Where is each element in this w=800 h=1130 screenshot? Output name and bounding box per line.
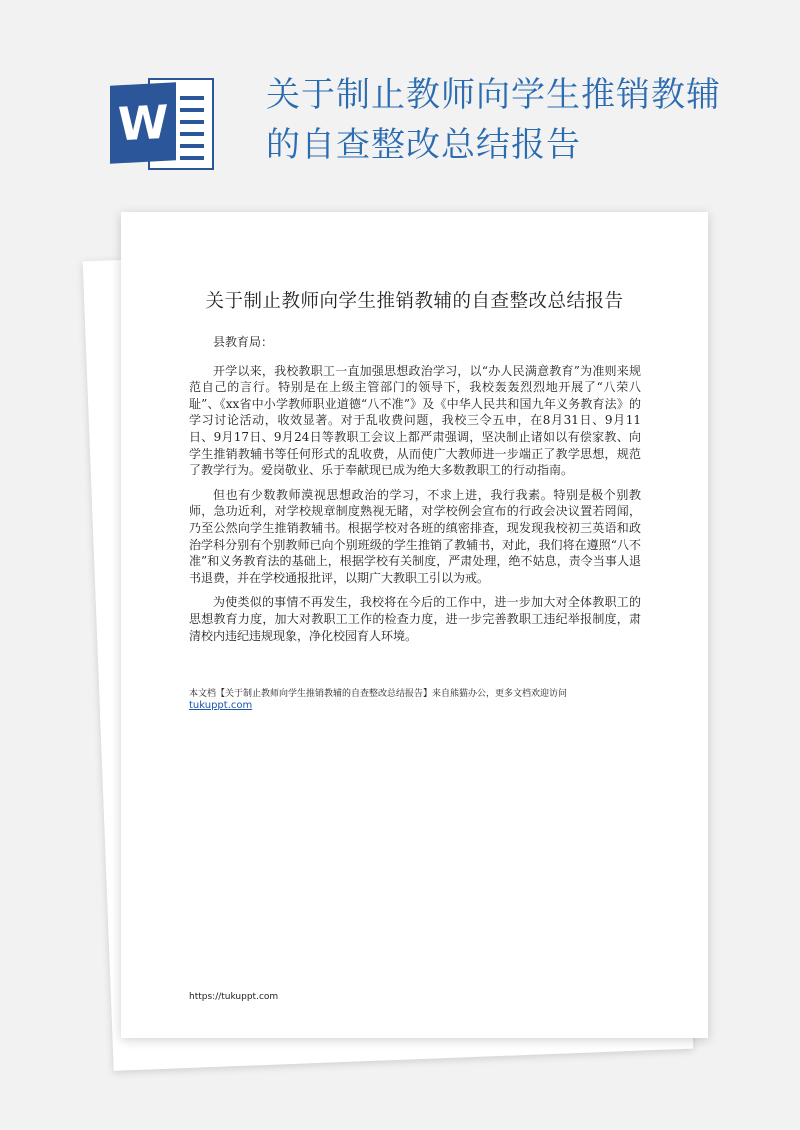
header-title-line1: 关于制止教师向学生推销教辅 [266, 75, 721, 115]
document-body [189, 334, 641, 652]
paragraph-1: 开学以来，我校教职工一直加强思想政治学习，以“办人民满意教育”为准则来规范自己的言行。特别是在上级主管部门的领导下，我校轰轰烈烈地开展了“八荣八耻”、《xx省中小学教师职业道德“八不准”》及《中华人民共和国九年义务教育法》的学习讨论活动，收效显著。对于乱收费问题，我校三令五申，在8月31日、9月11日、9月17日、9月24日等教职工会议上都严肃强调，坚决制止诸如以有偿家教、向学生推销教辅书等任何形式的乱收费，从而使广大教师进一步端正了教学思想，规范了教学行为。爱岗敬业、乐于奉献现已成为绝大多数教职工的行动指南。 [189, 363, 641, 478]
word-logo-badge: W [110, 82, 176, 163]
salutation: 县教育局： [213, 335, 274, 349]
document-title: 关于制止教师向学生推销教辅的自查整改总结报告 [205, 291, 624, 312]
document-page [121, 212, 708, 1038]
source-note-text: 本文档【关于制止教师向学生推销教辅的自查整改总结报告】来自熊猫办公，更多文档欢迎访问 [189, 689, 568, 699]
page-footer-url: https://tukuppt.com [189, 992, 279, 1002]
paragraph-3: 为使类似的事情不再发生，我校将在今后的工作中，进一步加大对全体教职工的思想教育力度，加大对教职工工作的检查力度，进一步完善教职工违纪举报制度，肃清校内违纪违规现象，净化校园育人环境。 [189, 595, 641, 643]
header-title-line2: 的自查整改总结报告 [266, 125, 581, 165]
word-document-icon [110, 78, 214, 170]
header-title [266, 70, 721, 170]
source-note [189, 688, 649, 712]
paragraph-2: 但也有少数教师漠视思想政治的学习，不求上进，我行我素。特别是极个别教师，急功近利，对学校规章制度熟视无睹，对学校例会宣布的行政会决议置若罔闻，乃至公然向学生推销教辅书。根据学校对各班的缜密排查，现发现我校初三英语和政治学科分别有个别教师已向个别班级的学生推销了教辅书，对此，我们将在遵照“八不准”和义务教育法的基础上，根据学校有关制度，严肃处理，绝不姑息，责令当事人退书退费，并在学校通报批评，以期广大教职工引以为戒。 [189, 487, 641, 585]
source-link[interactable]: tukuppt.com [189, 700, 253, 711]
